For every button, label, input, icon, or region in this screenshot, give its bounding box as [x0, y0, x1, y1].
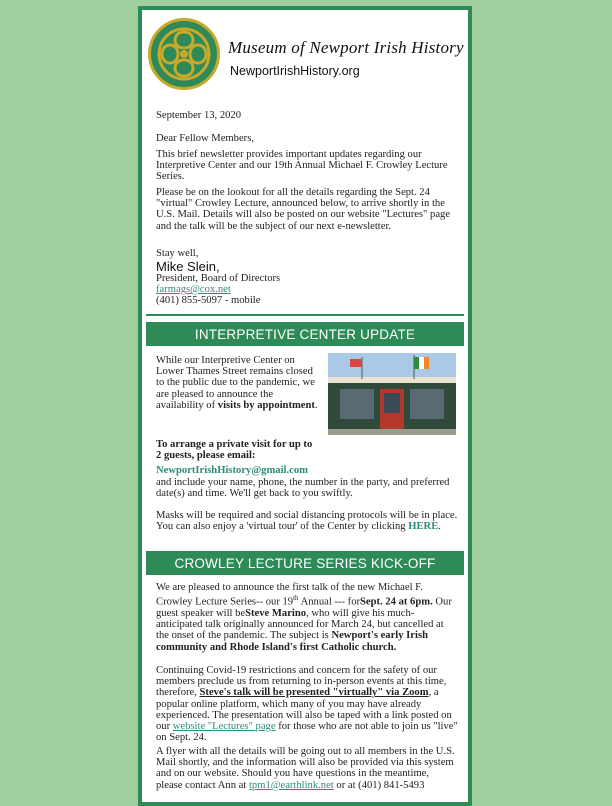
letter-role: President, Board of Directors: [156, 273, 281, 284]
letter-para-1: This brief newsletter provides important updates regarding our Interpretive Center and our 19th Annual Michael F. Crowley Lecture Series.: [156, 149, 448, 183]
interpretive-masks: Masks will be required and social distancing protocols will be in place. You can also enjoy a 'virtual tour' of the Center by clicking HERE.: [156, 510, 458, 533]
letter-email-link[interactable]: farmags@cox.net: [156, 284, 231, 295]
interpretive-email-link[interactable]: NewportIrishHistory@gmail.com: [156, 465, 308, 476]
crowley-p1-text-c: Our guest speaker will be: [156, 596, 452, 619]
crowley-para-1: [156, 582, 458, 653]
crowley-p1-speaker: Steve Marino: [245, 607, 307, 619]
crowley-p3-text-a: A flyer with all the details will be going out to all members in the U.S. Mail shortly, and the information will also be provided via this system and on our website. Should you have questions in the meantime, please contact Ann at: [156, 746, 455, 791]
crowley-p3-text-b: or at (401) 841-5493: [333, 779, 425, 791]
interpretive-center-photo: [328, 353, 456, 435]
interpretive-intro-text: While our Interpretive Center on Lower Thames Street remains closed to the public due to the pandemic, we are pleased to announce the availability of: [156, 355, 315, 411]
crowley-heading: CROWLEY LECTURE SERIES KICK-OFF: [146, 551, 464, 575]
celtic-knot-icon: [156, 26, 212, 82]
letter-greeting: Dear Fellow Members,: [156, 133, 254, 144]
letter-signature: Mike Slein,: [156, 259, 220, 274]
celtic-knot-logo: [148, 18, 220, 90]
crowley-p1-date: Sept. 24 at 6pm.: [360, 596, 433, 608]
crowley-p1-sup: th: [293, 594, 299, 603]
letter-para-2: Please be on the lookout for all the details regarding the Sept. 24 "virtual" Crowley Lecture, announced below, to arrive shortly in the U.S. Mail. Details will also be posted on our website "Lectures" page and the talk will be the subject of our next e-newsletter.: [156, 187, 451, 232]
interpretive-masks-text: Masks will be required and social distancing protocols will be in place. You can also enjoy a 'virtual tour' of the Center by clicking: [156, 510, 458, 533]
section-divider: [146, 314, 464, 316]
interpretive-arrange-rest: and include your name, phone, the number in the party, and preferred date(s) and time. We'll get back to you swiftly.: [156, 477, 450, 500]
crowley-p2-bold: Steve's talk will be presented "virtually" via Zoom: [199, 687, 429, 699]
museum-title: Museum of Newport Irish History: [228, 38, 464, 57]
crowley-p1-subject: Newport's early Irish community and Rhode Island's first Catholic church.: [156, 630, 428, 653]
ann-email-link[interactable]: tpm1@earthlink.net: [248, 779, 334, 791]
letter-closing: Stay well,: [156, 248, 199, 259]
interpretive-intro: While our Interpretive Center on Lower Thames Street remains closed to the public due to the pandemic, we are pleased to announce the availability of visits by appointment.: [156, 355, 318, 411]
crowley-para-3: [156, 746, 458, 791]
letter-phone: (401) 855-5097 - mobile: [156, 295, 261, 306]
interpretive-arrange: To arrange a private visit for up to 2 guests, please email:: [156, 439, 313, 462]
newsletter-header: [148, 16, 468, 94]
letter-date: September 13, 2020: [156, 110, 242, 121]
crowley-para-2: [156, 665, 458, 743]
interpretive-intro-bold: visits by appointment: [217, 399, 315, 411]
lectures-page-link[interactable]: website "Lectures" page: [172, 721, 276, 733]
crowley-p2-text-c: for those who are not able to join us "live" on Sept. 24.: [156, 721, 458, 744]
crowley-p1-text-a: We are pleased to announce the first talk of the new Michael F. Crowley Lecture Series-- our 19: [156, 582, 423, 608]
crowley-p1-text-d: , who will give his much-anticipated talk originally announced for March 24, but cancelled at the onset of the pandemic. The subject is: [156, 607, 444, 642]
interpretive-heading: INTERPRETIVE CENTER UPDATE: [146, 322, 464, 346]
newsletter-frame: [138, 6, 472, 806]
crowley-p2-text-b: , a popular online platform, which many of you may have already experienced. The presentation will also be taped with a link posted on our: [156, 687, 452, 733]
virtual-tour-here-link[interactable]: HERE: [408, 521, 439, 533]
crowley-p2-text-a: Continuing Covid-19 restrictions and concern for the safety of our members preclude us from returning to in-person events at this time, therefore,: [156, 665, 447, 699]
crowley-p1-text-b: Annual --- for: [298, 596, 361, 608]
museum-website[interactable]: NewportIrishHistory.org: [230, 64, 360, 78]
